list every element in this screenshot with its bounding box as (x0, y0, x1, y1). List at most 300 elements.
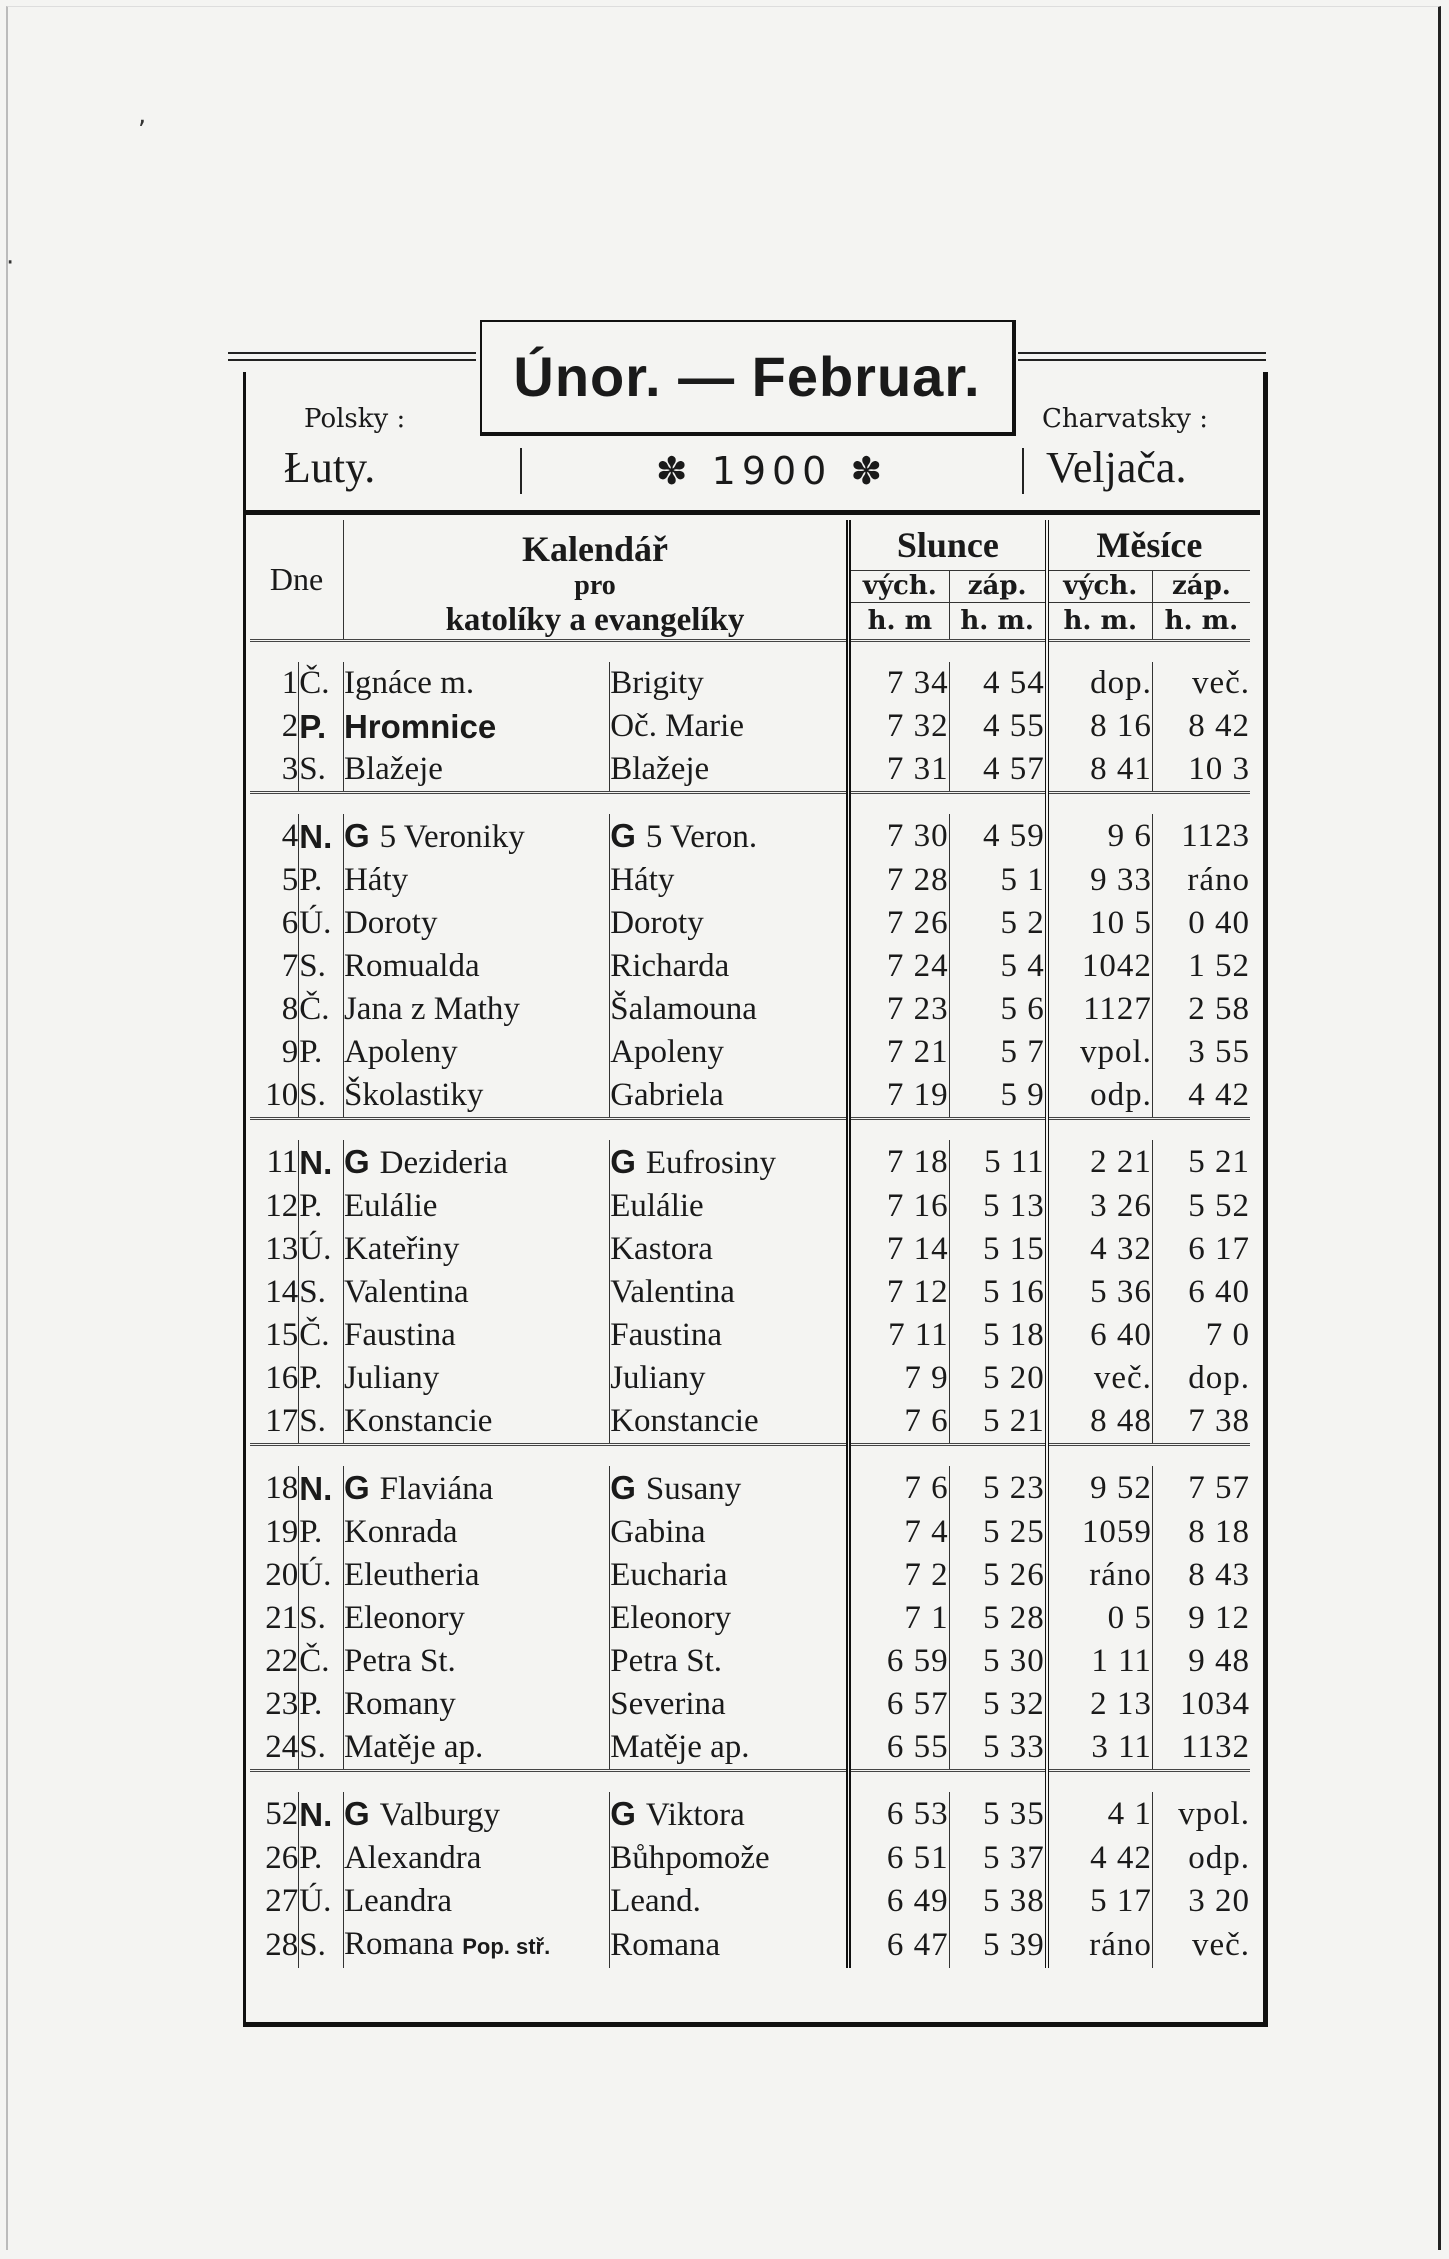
evangelical-name (610, 814, 849, 859)
moonrise: 2 21 (1047, 1140, 1153, 1185)
unit-sun-set: h. m. (949, 602, 1047, 641)
weekday: P. (299, 859, 344, 902)
catholic-name-text: Konstancie (343, 1403, 493, 1439)
sunrise: 6 59 (849, 1640, 950, 1683)
catholic-name-text: Faustina (343, 1317, 456, 1353)
catholic-name-text: Eleonory (343, 1600, 465, 1636)
evangelical-name-text: Brigity (610, 665, 704, 701)
sunrise: 7 31 (849, 748, 950, 793)
evangelical-name (610, 1140, 849, 1185)
weekday: Ú. (299, 902, 344, 945)
margin-comma: , (138, 100, 147, 130)
day-number: 11 (266, 1144, 299, 1180)
sunset: 5 15 (949, 1228, 1047, 1271)
sunrise: 6 51 (849, 1837, 950, 1880)
moonrise: 1 11 (1047, 1640, 1153, 1683)
sunrise: 7 2 (849, 1554, 950, 1597)
day-number: 22 (265, 1643, 299, 1679)
catholic-name-text: Blažeje (343, 751, 443, 787)
moonset: 10 3 (1152, 748, 1250, 793)
weekday: P. (299, 1357, 344, 1400)
weekday: Ú. (299, 1880, 344, 1923)
day-row (250, 1683, 1250, 1726)
sunrise: 7 1 (849, 1597, 950, 1640)
sunset: 5 35 (949, 1792, 1047, 1837)
sunrise: 7 18 (849, 1140, 950, 1185)
evangelical-name (610, 1357, 849, 1400)
evangelical-name (610, 1792, 849, 1837)
week-separator (250, 641, 1250, 663)
moonrise: 4 42 (1047, 1837, 1153, 1880)
sunrise: 7 21 (849, 1031, 950, 1074)
day-number: 10 (265, 1077, 299, 1113)
moonrise: 10 5 (1047, 902, 1153, 945)
sunset: 5 21 (949, 1400, 1047, 1445)
croatian-label: Charvatsky : (1042, 404, 1209, 434)
evangelical-name-text: Leand. (610, 1883, 701, 1919)
catholic-name (343, 705, 609, 748)
day-row (250, 1466, 1250, 1511)
catholic-name-text: Eleutheria (343, 1557, 480, 1593)
moonrise: 9 52 (1047, 1466, 1153, 1511)
sunday-mark: G (610, 1469, 636, 1506)
day-number: 12 (265, 1188, 299, 1224)
day-number: 14 (265, 1274, 299, 1310)
moonset: 1123 (1152, 814, 1250, 859)
moonrise: več. (1047, 1357, 1153, 1400)
evangelical-name-text: Blažeje (610, 751, 710, 787)
evangelical-name (610, 1726, 849, 1771)
unit-sun-rise: h. m (849, 602, 950, 641)
table-units-row (250, 602, 1250, 641)
weekday: P. (299, 705, 344, 748)
moonrise: ráno (1047, 1923, 1153, 1968)
weekday: S. (299, 1271, 344, 1314)
catholic-name (343, 814, 609, 859)
day-number: 16 (265, 1360, 299, 1396)
moonrise: dop. (1047, 662, 1153, 705)
month-title: Únor. — Februar. (480, 320, 1016, 436)
catholic-name-text: Apoleny (343, 1034, 458, 1070)
day-number: 23 (265, 1686, 299, 1722)
evangelical-name (610, 1511, 849, 1554)
sunset: 5 39 (949, 1923, 1047, 1968)
catholic-name (343, 1923, 609, 1968)
sunrise: 7 30 (849, 814, 950, 859)
week-separator (250, 1119, 1250, 1141)
weekday: N. (299, 1792, 344, 1837)
weekday: S. (299, 1400, 344, 1445)
weekday: Č. (299, 1640, 344, 1683)
day-row (250, 1640, 1250, 1683)
evangelical-name-text: Richarda (610, 948, 730, 984)
unit-moon-set: h. m. (1152, 602, 1250, 641)
moonset: 8 42 (1152, 705, 1250, 748)
moonset: 4 42 (1152, 1074, 1250, 1119)
day-number: 3 (281, 751, 299, 787)
moonrise: 1059 (1047, 1511, 1153, 1554)
sunday-mark: G (343, 1143, 370, 1180)
sunrise: 7 11 (849, 1314, 950, 1357)
evangelical-name (610, 945, 849, 988)
evangelical-name-text: Konstancie (610, 1403, 759, 1439)
sunday-mark: G (343, 1469, 370, 1506)
evangelical-name (610, 1031, 849, 1074)
moonset: 1034 (1152, 1683, 1250, 1726)
sunrise: 7 19 (849, 1074, 950, 1119)
moonrise: 0 5 (1047, 1597, 1153, 1640)
sunset: 5 28 (949, 1597, 1047, 1640)
catholic-name-text: Petra St. (343, 1643, 456, 1679)
sunrise: 7 12 (849, 1271, 950, 1314)
catholic-name (343, 945, 609, 988)
sunset: 5 6 (949, 988, 1047, 1031)
polish-label: Polsky : (304, 404, 406, 434)
col-header-kalendar: Kalendář (522, 529, 669, 569)
catholic-name-text: Leandra (343, 1883, 453, 1919)
evangelical-name-text: Juliany (610, 1360, 706, 1396)
weekday: P. (299, 1683, 344, 1726)
evangelical-name (610, 1640, 849, 1683)
day-row (250, 1554, 1250, 1597)
evangelical-name-text: Eufrosiny (645, 1145, 777, 1181)
moonrise: 9 33 (1047, 859, 1153, 902)
evangelical-name (610, 1314, 849, 1357)
unit-moon-rise: h. m. (1047, 602, 1153, 641)
moonset: 3 55 (1152, 1031, 1250, 1074)
sunset: 4 54 (949, 662, 1047, 705)
catholic-name (343, 1726, 609, 1771)
moonrise: 3 26 (1047, 1185, 1153, 1228)
weekday: P. (299, 1511, 344, 1554)
evangelical-name-text: 5 Veron. (645, 819, 758, 855)
sunrise: 7 6 (849, 1400, 950, 1445)
sunrise: 7 14 (849, 1228, 950, 1271)
sunrise: 7 6 (849, 1466, 950, 1511)
catholic-name-text: Valburgy (379, 1797, 501, 1833)
moonset: ráno (1152, 859, 1250, 902)
day-row (250, 1074, 1250, 1119)
weekday: P. (299, 1185, 344, 1228)
sunset: 5 9 (949, 1074, 1047, 1119)
day-number: 1 (281, 665, 299, 701)
catholic-name (343, 1271, 609, 1314)
evangelical-name-text: Doroty (610, 905, 704, 941)
moonset: dop. (1152, 1357, 1250, 1400)
day-number: 20 (265, 1557, 299, 1593)
sunday-mark: G (610, 1143, 636, 1180)
catholic-name-text: Hromnice (343, 708, 497, 745)
evangelical-name-text: Gabina (610, 1514, 706, 1550)
day-row (250, 988, 1250, 1031)
week-separator (250, 793, 1250, 815)
croatian-month-name: Veljača. (1046, 443, 1187, 492)
catholic-name (343, 1683, 609, 1726)
evangelical-name-text: Faustina (610, 1317, 723, 1353)
moonset: 8 43 (1152, 1554, 1250, 1597)
sunrise: 7 16 (849, 1185, 950, 1228)
sunset: 4 57 (949, 748, 1047, 793)
polish-month-name: Łuty. (284, 443, 376, 492)
moonset: 0 40 (1152, 902, 1250, 945)
sunset: 5 30 (949, 1640, 1047, 1683)
catholic-name-text: Jana z Mathy (343, 991, 520, 1027)
catholic-name (343, 1031, 609, 1074)
evangelical-name (610, 1923, 849, 1968)
catholic-name-text: Alexandra (343, 1840, 482, 1876)
moonrise: 9 6 (1047, 814, 1153, 859)
day-row (250, 814, 1250, 859)
moonrise: 6 40 (1047, 1314, 1153, 1357)
catholic-name-text: Školastiky (343, 1077, 484, 1113)
moonset: 2 58 (1152, 988, 1250, 1031)
evangelical-name (610, 1597, 849, 1640)
catholic-name (343, 1597, 609, 1640)
sunrise: 7 23 (849, 988, 950, 1031)
table-header-row (250, 520, 1250, 570)
sunset: 5 33 (949, 1726, 1047, 1771)
catholic-name-text: Kateřiny (343, 1231, 460, 1267)
weekday: S. (299, 1597, 344, 1640)
day-number: 7 (281, 948, 299, 984)
sunrise: 7 28 (849, 859, 950, 902)
evangelical-name-text: Viktora (645, 1797, 745, 1833)
sunset: 5 37 (949, 1837, 1047, 1880)
moonset: 1132 (1152, 1726, 1250, 1771)
moonset: 5 52 (1152, 1185, 1250, 1228)
catholic-name (343, 1511, 609, 1554)
sunset: 5 26 (949, 1554, 1047, 1597)
catholic-name (343, 988, 609, 1031)
day-number: 2 (281, 708, 299, 744)
weekday: P. (299, 1031, 344, 1074)
sunset: 5 1 (949, 859, 1047, 902)
col-header-katoliky: katolíky a evangelíky (445, 602, 745, 638)
evangelical-name (610, 1271, 849, 1314)
day-number: 9 (281, 1034, 299, 1070)
col-header-mesice: Měsíce (1047, 520, 1250, 570)
catholic-name-text: Ignáce m. (343, 665, 475, 701)
catholic-name (343, 1837, 609, 1880)
year: ✽ 1900 ✽ (520, 448, 1024, 494)
catholic-name-text: Dezideria (379, 1145, 508, 1181)
catholic-name (343, 1554, 609, 1597)
weekday: P. (299, 1837, 344, 1880)
sunset: 5 20 (949, 1357, 1047, 1400)
weekday: S. (299, 1074, 344, 1119)
catholic-name-text: Doroty (343, 905, 438, 941)
sunrise: 7 24 (849, 945, 950, 988)
sunrise: 6 57 (849, 1683, 950, 1726)
day-row (250, 1726, 1250, 1771)
day-row (250, 859, 1250, 902)
day-row (250, 1837, 1250, 1880)
catholic-name-text: Romany (343, 1686, 456, 1722)
day-row (250, 1314, 1250, 1357)
day-row (250, 1357, 1250, 1400)
weekday: S. (299, 1923, 344, 1968)
catholic-name (343, 1228, 609, 1271)
day-number: 15 (265, 1317, 299, 1353)
day-row (250, 1511, 1250, 1554)
moonset: 7 38 (1152, 1400, 1250, 1445)
moonset: 7 0 (1152, 1314, 1250, 1357)
moonset: odp. (1152, 1837, 1250, 1880)
moonrise: 8 41 (1047, 748, 1153, 793)
evangelical-name (610, 1074, 849, 1119)
sunset: 5 32 (949, 1683, 1047, 1726)
day-number: 24 (265, 1729, 299, 1765)
catholic-name (343, 1400, 609, 1445)
table-subheader-row (250, 570, 1250, 602)
moonrise: 3 11 (1047, 1726, 1153, 1771)
catholic-name (343, 1074, 609, 1119)
sunrise: 6 53 (849, 1792, 950, 1837)
day-number: 17 (265, 1403, 299, 1439)
catholic-name-text: Valentina (343, 1274, 469, 1310)
evangelical-name-text: Bůhpomože (610, 1840, 770, 1876)
moonset: 8 18 (1152, 1511, 1250, 1554)
evangelical-name-text: Petra St. (610, 1643, 723, 1679)
moonrise: 4 32 (1047, 1228, 1153, 1271)
day-number: 26 (265, 1840, 299, 1876)
catholic-name (343, 1466, 609, 1511)
sunset: 5 38 (949, 1880, 1047, 1923)
weekday: Č. (299, 1314, 344, 1357)
day-row (250, 1185, 1250, 1228)
sunday-mark: G (610, 817, 636, 854)
catholic-name (343, 1140, 609, 1185)
catholic-name-text: Háty (343, 862, 409, 898)
sunset: 4 59 (949, 814, 1047, 859)
sunrise: 7 9 (849, 1357, 950, 1400)
sunrise: 7 26 (849, 902, 950, 945)
weekday: Ú. (299, 1554, 344, 1597)
moonset: 5 21 (1152, 1140, 1250, 1185)
moonset: vpol. (1152, 1792, 1250, 1837)
day-number: 8 (281, 991, 299, 1027)
catholic-name (343, 902, 609, 945)
day-row (250, 1923, 1250, 1968)
moonset: 7 57 (1152, 1466, 1250, 1511)
catholic-name-text: Romana (343, 1926, 454, 1962)
evangelical-name-text: Apoleny (610, 1034, 724, 1070)
sunrise: 6 47 (849, 1923, 950, 1968)
weekday: S. (299, 1726, 344, 1771)
sunset: 5 18 (949, 1314, 1047, 1357)
evangelical-name-text: Háty (610, 862, 675, 898)
sunset: 5 7 (949, 1031, 1047, 1074)
day-number: 4 (281, 818, 299, 854)
evangelical-name-text: Severina (610, 1686, 726, 1722)
moonset: 9 12 (1152, 1597, 1250, 1640)
day-row (250, 1597, 1250, 1640)
day-row (250, 748, 1250, 793)
sunrise: 6 49 (849, 1880, 950, 1923)
weekday: N. (299, 814, 344, 859)
col-header-sun-set: záp. (949, 570, 1047, 602)
moonrise: ráno (1047, 1554, 1153, 1597)
day-row (250, 1140, 1250, 1185)
evangelical-name-text: Eulálie (610, 1188, 704, 1224)
weekday: S. (299, 748, 344, 793)
moonrise: 1127 (1047, 988, 1153, 1031)
day-number: 28 (265, 1927, 299, 1963)
moonrise: 4 1 (1047, 1792, 1153, 1837)
evangelical-name (610, 1185, 849, 1228)
day-number: 5 (281, 862, 299, 898)
day-number: 52 (265, 1796, 299, 1832)
evangelical-name (610, 1683, 849, 1726)
sunset: 5 25 (949, 1511, 1047, 1554)
moonset: 1 52 (1152, 945, 1250, 988)
day-number: 27 (265, 1883, 299, 1919)
day-number: 18 (265, 1470, 299, 1506)
evangelical-name (610, 662, 849, 705)
evangelical-name-text: Eleonory (610, 1600, 732, 1636)
day-row (250, 902, 1250, 945)
evangelical-name-text: Gabriela (610, 1077, 724, 1113)
evangelical-name-text: Valentina (610, 1274, 735, 1310)
sunrise: 7 34 (849, 662, 950, 705)
evangelical-name-text: Šalamouna (610, 991, 757, 1027)
top-rule-right (1018, 352, 1266, 361)
evangelical-name (610, 1554, 849, 1597)
col-header-slunce: Slunce (849, 520, 1047, 570)
day-number: 6 (281, 905, 299, 941)
sunday-mark: G (343, 817, 370, 854)
moonrise: 5 17 (1047, 1880, 1153, 1923)
evangelical-name (610, 1400, 849, 1445)
day-row (250, 662, 1250, 705)
sunrise: 7 4 (849, 1511, 950, 1554)
margin-tick: · (6, 248, 15, 278)
evangelical-name-text: Kastora (610, 1231, 713, 1267)
catholic-name-text: Konrada (343, 1514, 458, 1550)
evangelical-name (610, 748, 849, 793)
sunset: 5 13 (949, 1185, 1047, 1228)
catholic-name (343, 859, 609, 902)
moonrise: odp. (1047, 1074, 1153, 1119)
sunrise: 7 32 (849, 705, 950, 748)
evangelical-name-text: Romana (610, 1927, 721, 1963)
moonset: 6 40 (1152, 1271, 1250, 1314)
catholic-name (343, 1640, 609, 1683)
catholic-name-text: Juliany (343, 1360, 440, 1396)
weekday: Č. (299, 662, 344, 705)
sunrise: 6 55 (849, 1726, 950, 1771)
col-header-moon-rise: vých. (1047, 570, 1153, 602)
catholic-note: Pop. stř. (462, 1934, 551, 1959)
header-rule (243, 510, 1260, 515)
moonrise: 1042 (1047, 945, 1153, 988)
weekday: N. (299, 1466, 344, 1511)
moonset: 6 17 (1152, 1228, 1250, 1271)
col-header-sun-rise: vých. (849, 570, 950, 602)
sunset: 5 4 (949, 945, 1047, 988)
catholic-name-text: Matěje ap. (343, 1729, 484, 1765)
week-separator (250, 1445, 1250, 1467)
calendar-table (250, 520, 1250, 1968)
day-row (250, 1271, 1250, 1314)
weekday: Č. (299, 988, 344, 1031)
catholic-name (343, 662, 609, 705)
moonrise: 8 16 (1047, 705, 1153, 748)
catholic-name-text: Flaviána (379, 1471, 494, 1507)
evangelical-name-text: Susany (645, 1471, 742, 1507)
weekday: S. (299, 945, 344, 988)
evangelical-name-text: Matěje ap. (610, 1729, 750, 1765)
